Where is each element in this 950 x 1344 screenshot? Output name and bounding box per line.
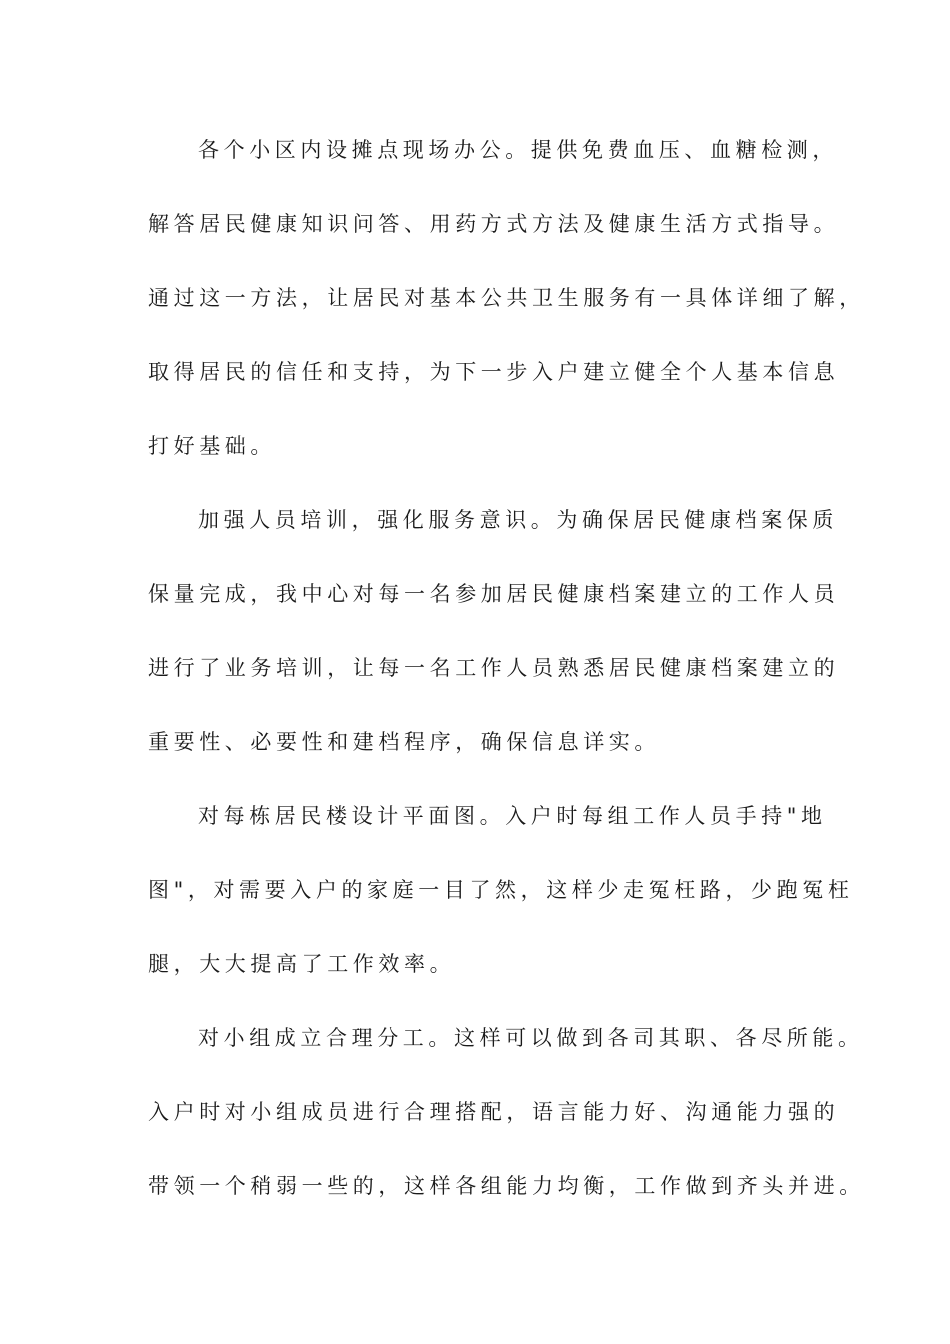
paragraph-1-line-5: 打好基础。	[148, 434, 276, 458]
paragraph-1-line-4: 取得居民的信任和支持，为下一步入户建立健全个人基本信息	[148, 360, 840, 384]
paragraph-2-line-2: 保量完成，我中心对每一名参加居民健康档案建立的工作人员	[148, 582, 840, 606]
paragraph-3-line-2: 图"，对需要入户的家庭一目了然，这样少走冤枉路，少跑冤枉	[148, 878, 854, 902]
paragraph-1-line-1: 各个小区内设摊点现场办公。提供免费血压、血糖检测，	[198, 138, 838, 162]
paragraph-1-line-2: 解答居民健康知识问答、用药方式方法及健康生活方式指导。	[148, 212, 840, 236]
paragraph-3-line-3: 腿，大大提高了工作效率。	[148, 952, 456, 976]
paragraph-2-line-3: 进行了业务培训，让每一名工作人员熟悉居民健康档案建立的	[148, 656, 840, 680]
paragraph-1-line-3: 通过这一方法，让居民对基本公共卫生服务有一具体详细了解，	[148, 286, 865, 310]
paragraph-4-line-2: 入户时对小组成员进行合理搭配，语言能力好、沟通能力强的	[148, 1100, 840, 1124]
paragraph-2-line-1: 加强人员培训，强化服务意识。为确保居民健康档案保质	[198, 508, 838, 532]
paragraph-3-line-1: 对每栋居民楼设计平面图。入户时每组工作人员手持"地	[198, 804, 827, 828]
paragraph-2-line-4: 重要性、必要性和建档程序，确保信息详实。	[148, 730, 660, 754]
paragraph-4-line-1: 对小组成立合理分工。这样可以做到各司其职、各尽所能。	[198, 1026, 864, 1050]
document-body	[148, 130, 865, 1240]
paragraph-4-line-3: 带领一个稍弱一些的，这样各组能力均衡，工作做到齐头并进。	[148, 1174, 865, 1198]
